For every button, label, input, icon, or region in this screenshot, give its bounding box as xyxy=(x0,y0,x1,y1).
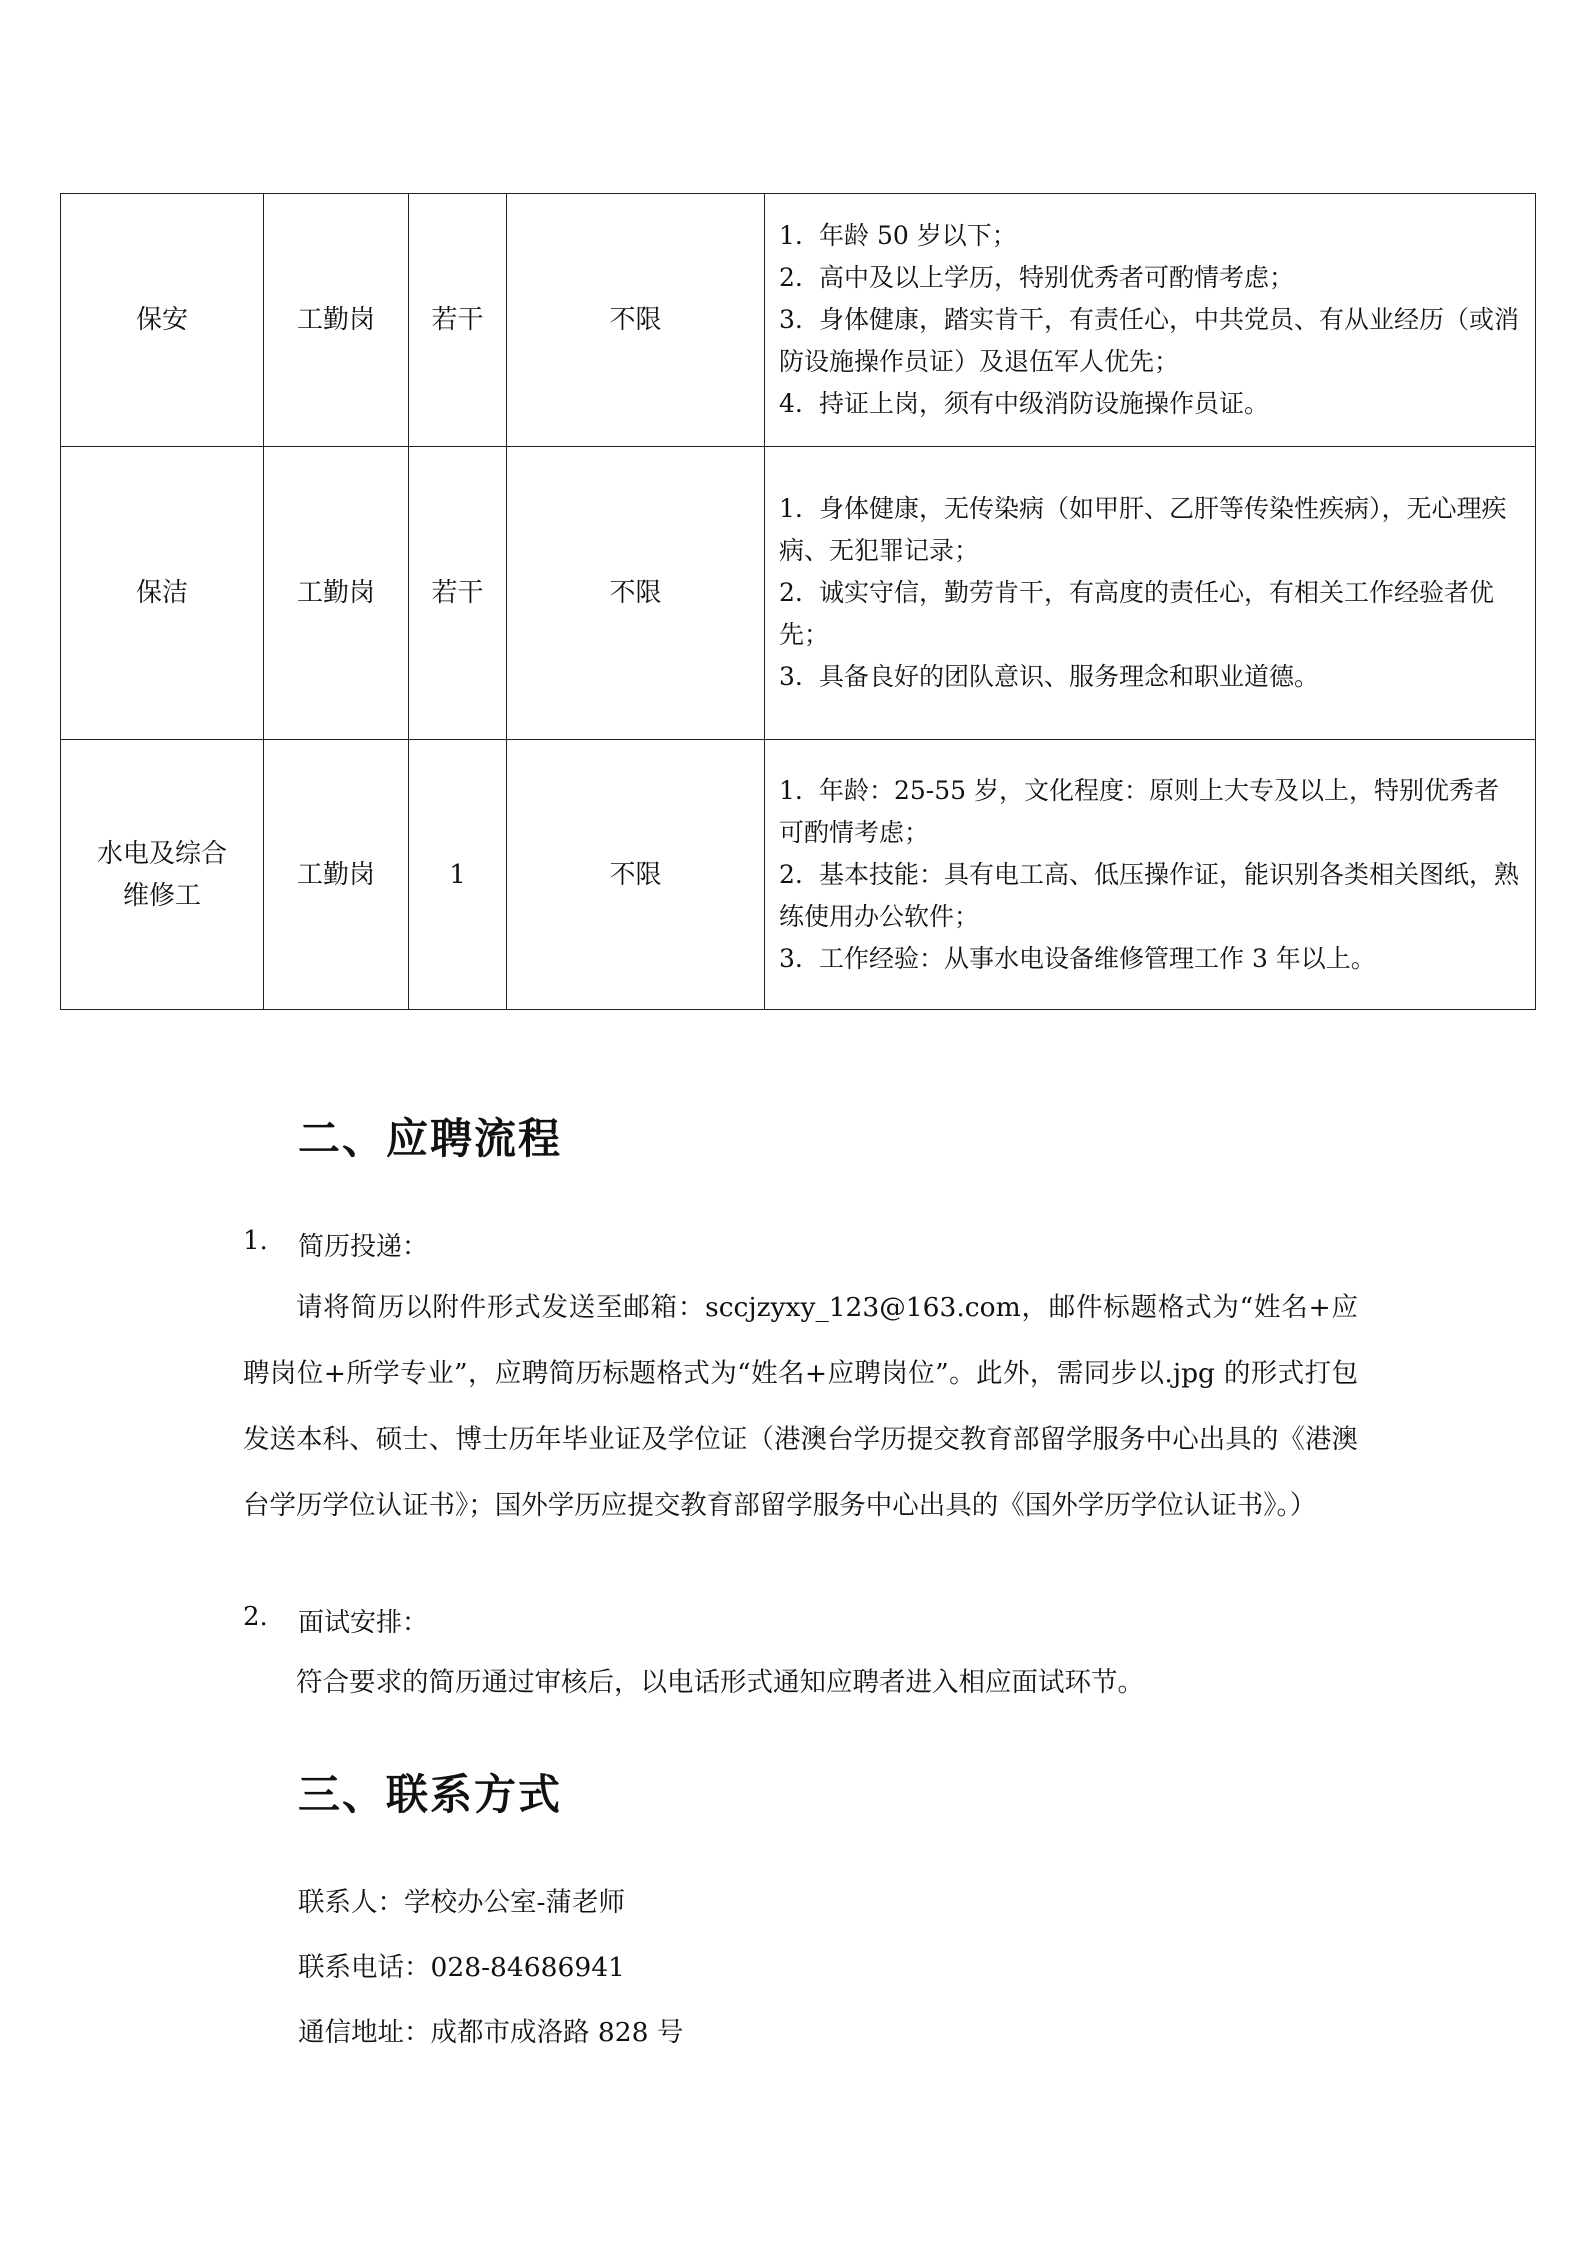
requirements-cell xyxy=(765,447,1536,740)
table-row xyxy=(61,740,1536,1010)
list-label-interview: 面试安排： xyxy=(298,1608,429,1638)
requirements-cell xyxy=(765,194,1536,447)
list-number: 2. xyxy=(243,1602,268,1632)
position-cell: 保安 xyxy=(61,194,264,447)
interview-arrangement-text: 符合要求的简历通过审核后，以电话形式通知应聘者进入相应面试环节。 xyxy=(296,1667,1144,1698)
job-requirements-table xyxy=(60,193,1536,1010)
requirement-item: 4. 持证上岗，须有中级消防设施操作员证。 xyxy=(779,389,1270,418)
resume-submission-text: 请将简历以附件形式发送至邮箱：sccjzyxy_123@163.com，邮件标题格式为“姓名+应聘岗位+所学专业”，应聘简历标题格式为“姓名+应聘岗位”。此外，需同步以.jpg 的形式打包发送本科、硕士、博士历年毕业证及学位证（港澳台学历提交教育部留学服务中心出具的《港澳台学历学位认证书》；国外学历应提交教育部留学服务中心出具的《国外学历学位认证书》。） xyxy=(243,1292,1358,1521)
table-row xyxy=(61,447,1536,740)
category-cell: 工勤岗 xyxy=(264,194,409,447)
count-cell: 若干 xyxy=(409,447,507,740)
table-row xyxy=(61,194,1536,447)
requirement-item: 2. 诚实守信，勤劳肯干，有高度的责任心，有相关工作经验者优先； xyxy=(779,578,1495,649)
count-cell: 若干 xyxy=(409,194,507,447)
contact-person: 联系人：学校办公室-蒲老师 xyxy=(298,1887,625,1918)
position-cell: 保洁 xyxy=(61,447,264,740)
requirement-item: 1. 身体健康，无传染病（如甲肝、乙肝等传染性疾病），无心理疾病、无犯罪记录； xyxy=(779,494,1507,565)
contact-address: 通信地址：成都市成洛路 828 号 xyxy=(298,2017,684,2048)
requirement-item: 3. 身体健康，踏实肯干，有责任心，中共党员、有从业经历（或消防设施操作员证）及退伍军人优先； xyxy=(779,305,1520,376)
major-cell: 不限 xyxy=(507,740,765,1010)
requirement-item: 2. 基本技能：具有电工高、低压操作证，能识别各类相关图纸，熟练使用办公软件； xyxy=(779,859,1520,931)
requirement-item: 2. 高中及以上学历，特别优秀者可酌情考虑； xyxy=(779,263,1295,292)
position-cell: 水电及综合维修工 xyxy=(61,740,264,1010)
list-number: 1. xyxy=(243,1226,268,1256)
requirement-item: 3. 具备良好的团队意识、服务理念和职业道德。 xyxy=(779,662,1320,691)
major-cell: 不限 xyxy=(507,447,765,740)
requirement-item: 1. 年龄：25-55 岁，文化程度：原则上大专及以上，特别优秀者可酌情考虑； xyxy=(779,775,1500,847)
category-cell: 工勤岗 xyxy=(264,447,409,740)
major-cell: 不限 xyxy=(507,194,765,447)
category-cell: 工勤岗 xyxy=(264,740,409,1010)
list-label-resume: 简历投递： xyxy=(298,1232,429,1262)
section-title-application-process: 二、应聘流程 xyxy=(298,1114,563,1163)
requirement-item: 3. 工作经验：从事水电设备维修管理工作 3 年以上。 xyxy=(779,943,1376,973)
contact-phone: 联系电话：028-84686941 xyxy=(298,1952,625,1983)
section-title-contact: 三、联系方式 xyxy=(298,1770,563,1819)
requirement-item: 1. 年龄 50 岁以下； xyxy=(779,221,1017,250)
count-cell: 1 xyxy=(409,740,507,1010)
requirements-cell xyxy=(765,740,1536,1010)
